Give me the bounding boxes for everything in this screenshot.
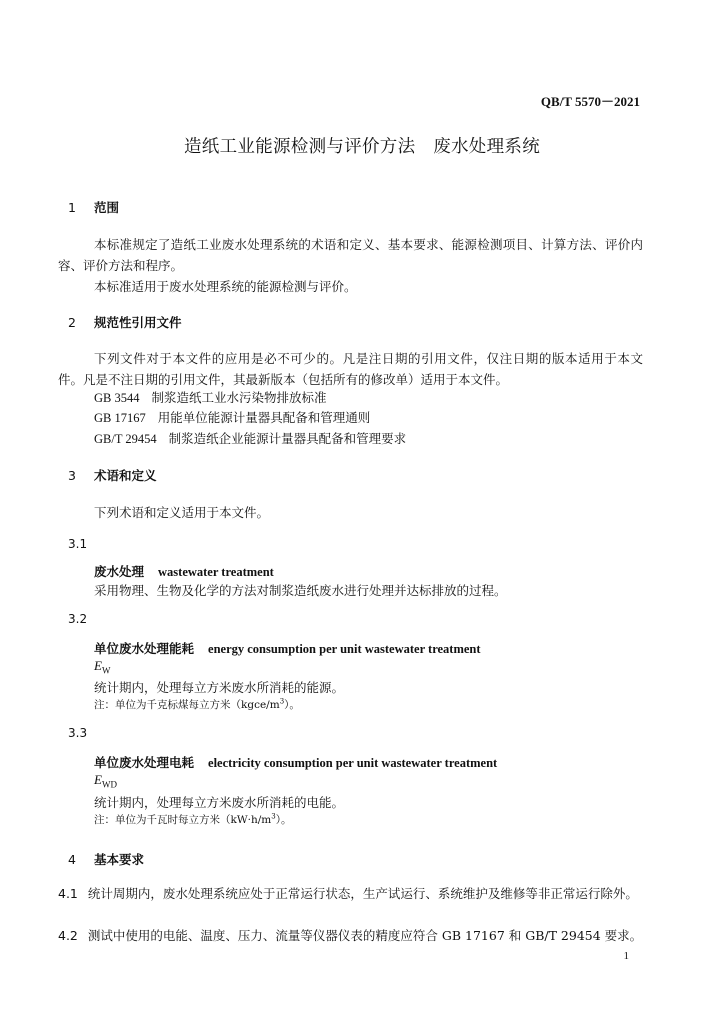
section-1-heading: [68, 198, 119, 216]
note-superscript: 3: [271, 812, 276, 821]
section-2-heading: [68, 313, 182, 331]
section-3-intro: 下列术语和定义适用于本文件。: [94, 505, 270, 520]
term-heading: [94, 562, 274, 580]
reference-item: [94, 408, 370, 426]
section-title: 术语和定义: [94, 468, 157, 483]
term-number: 3.2: [68, 612, 88, 626]
page-number: 1: [623, 950, 629, 962]
reference-code: GB 3544: [94, 391, 140, 405]
reference-item: [94, 429, 406, 447]
term-zh: 废水处理: [94, 564, 145, 579]
symbol-subscript: W: [101, 665, 111, 676]
section-4-heading: [68, 850, 144, 868]
symbol-letter: E: [94, 772, 102, 787]
term-en: wastewater treatment: [158, 565, 274, 579]
term-number: 3.1: [68, 537, 88, 551]
section-3-heading: [68, 466, 157, 484]
symbol-letter: E: [94, 658, 102, 673]
reference-title: 制浆造纸工业水污染物排放标准: [151, 390, 327, 405]
section-title: 基本要求: [94, 852, 145, 867]
document-title: 造纸工业能源检测与评价方法 废水处理系统: [184, 137, 540, 157]
section-number: 4: [68, 852, 76, 867]
reference-code: GB 17167: [94, 411, 146, 425]
term-en: energy consumption per unit wastewater treatment: [208, 642, 481, 656]
item-number: 4.2: [58, 928, 78, 943]
reference-item: [94, 388, 327, 406]
term-definition: 统计期内，处理每立方米废水所消耗的电能。: [94, 795, 345, 810]
reference-title: 制浆造纸企业能源计量器具配备和管理要求: [168, 431, 407, 446]
term-note: [94, 697, 300, 712]
reference-title: 用能单位能源计量器具配备和管理通则: [157, 410, 371, 425]
note-text-end: ）。: [284, 699, 300, 711]
term-number: 3.3: [68, 726, 88, 740]
item-text: 测试中使用的电能、温度、压力、流量等仪器仪表的精度应符合 GB 17167 和 GB/T 29454 要求。: [87, 928, 643, 943]
requirement-item: [58, 883, 643, 904]
symbol-subscript: WD: [101, 779, 117, 790]
term-zh: 单位废水处理电耗: [94, 755, 195, 770]
term-symbol: [94, 772, 117, 790]
section-1-paragraph-2: 本标准适用于废水处理系统的能源检测与评价。: [94, 279, 357, 294]
item-number: 4.1: [58, 886, 78, 901]
section-title: 规范性引用文件: [94, 315, 182, 330]
standard-number: QB/T 5570－2021: [540, 94, 640, 109]
section-number: 2: [68, 315, 76, 330]
item-text: 统计周期内，废水处理系统应处于正常运行状态，生产试运行、系统维护及维修等非正常运行除外。: [87, 886, 638, 901]
section-1-paragraph-1: 本标准规定了造纸工业废水处理系统的术语和定义、基本要求、能源检测项目、计算方法、评价内容、评价方法和程序。: [58, 237, 643, 273]
term-definition: 采用物理、生物及化学的方法对制浆造纸废水进行处理并达标排放的过程。: [94, 583, 507, 598]
section-2-paragraph: 下列文件对于本文件的应用是必不可少的。凡是注日期的引用文件，仅注日期的版本适用于本文件。凡是不注日期的引用文件，其最新版本（包括所有的修改单）适用于本文件。: [58, 351, 643, 387]
term-zh: 单位废水处理能耗: [94, 641, 195, 656]
term-note: [94, 812, 291, 827]
section-number: 3: [68, 468, 76, 483]
requirement-item: [58, 925, 643, 946]
reference-code: GB/T 29454: [94, 432, 157, 446]
term-definition: 统计期内，处理每立方米废水所消耗的能源。: [94, 680, 345, 695]
note-text-end: ）。: [275, 814, 292, 826]
section-number: 1: [68, 200, 76, 215]
term-symbol: [94, 658, 110, 676]
note-text: 注：单位为千瓦时每立方米（kW·h/m: [94, 814, 272, 826]
term-heading: [94, 753, 497, 771]
note-text: 注：单位为千克标煤每立方米（kgce/m: [94, 699, 280, 711]
note-superscript: 3: [279, 697, 285, 706]
term-heading: [94, 639, 481, 657]
term-en: electricity consumption per unit wastewater treatment: [208, 756, 498, 770]
section-title: 范围: [94, 200, 120, 215]
